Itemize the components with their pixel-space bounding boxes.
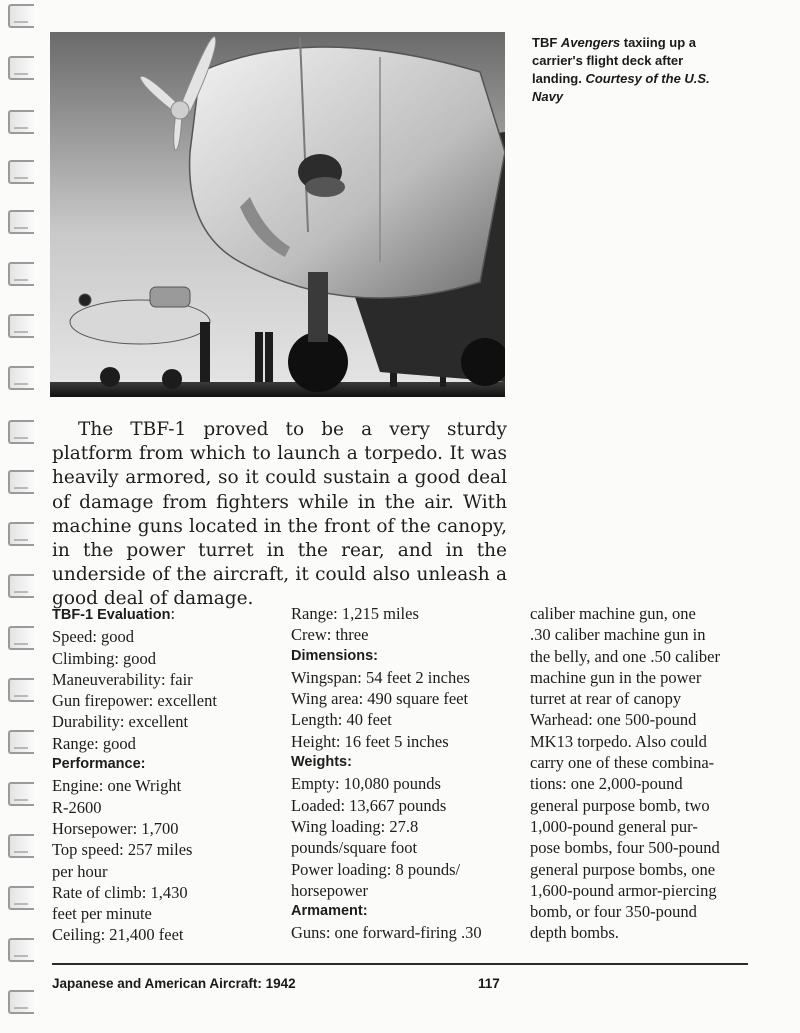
spec-line: Range: 1,215 miles — [291, 604, 419, 623]
footer-rule — [52, 963, 748, 965]
body-paragraph: The TBF-1 proved to be a very sturdy platform from which to launch a torpedo. It was heavily armored, so it could sustain a good deal of damage from fighters while in the air. With machine guns located in the front of the canopy, in the power turret in the rear, and in the underside of the aircraft, it could also unleash a good deal of damage. — [52, 419, 507, 610]
spec-line: Speed: good — [52, 627, 135, 647]
spec-line: bomb, or four 350-pound — [530, 902, 697, 922]
spec-line: Maneuverability: fair — [52, 669, 193, 689]
binding-ring — [8, 420, 34, 444]
specs-column-1 — [52, 603, 267, 946]
weights-heading: Weights: — [291, 754, 352, 771]
spec-line: Crew: three — [291, 625, 369, 645]
specs-column-3 — [530, 603, 755, 944]
spec-line: MK13 torpedo. Also could — [530, 731, 707, 751]
spec-line: turret at rear of canopy — [530, 689, 682, 709]
spec-line: horsepower — [291, 880, 368, 900]
spec-line: machine gun in the power — [530, 667, 702, 687]
binding-ring — [8, 678, 34, 702]
spec-line: feet per minute — [52, 904, 152, 924]
spec-line: Rate of climb: 1,430 — [52, 882, 188, 902]
spec-line: Horsepower: 1,700 — [52, 818, 179, 838]
spec-line: Gun firepower: excellent — [52, 691, 217, 711]
binding-ring — [8, 990, 34, 1014]
dimensions-heading: Dimensions: — [291, 647, 379, 664]
spec-line: Height: 16 feet 5 inches — [291, 731, 449, 751]
binding-ring — [8, 626, 34, 650]
binding-ring — [8, 522, 34, 546]
binding-ring — [8, 938, 34, 962]
spec-line: Range: good — [52, 733, 136, 753]
evaluation-heading: TBF-1 Evaluation — [52, 607, 171, 623]
spec-line: .30 caliber machine gun in — [530, 625, 706, 645]
photo-caption — [532, 34, 732, 106]
spec-line: Warhead: one 500-pound — [530, 710, 697, 730]
spec-line: Guns: one forward-firing .30 — [291, 923, 482, 943]
spec-line: carry one of these combina- — [530, 753, 715, 773]
binding-ring — [8, 110, 34, 134]
binding-ring — [8, 262, 34, 286]
spec-line: general purpose bomb, two — [530, 795, 710, 815]
spec-line: tions: one 2,000-pound — [530, 774, 683, 794]
spec-line: depth bombs. — [530, 923, 619, 943]
binding-ring — [8, 730, 34, 754]
spec-line: Durability: excellent — [52, 712, 189, 732]
spec-line: pounds/square foot — [291, 838, 418, 858]
binding-ring — [8, 782, 34, 806]
binding-ring — [8, 574, 34, 598]
specs-column-2 — [291, 603, 511, 944]
spec-line: Power loading: 8 pounds/ — [291, 859, 461, 879]
spec-line: the belly, and one .50 caliber — [530, 646, 720, 666]
page-number: 117 — [478, 976, 500, 991]
spec-line: Wing loading: 27.8 — [291, 816, 419, 836]
armament-heading: Armament: — [291, 903, 368, 920]
spec-line: caliber machine gun, one — [530, 604, 696, 623]
footer-book-title: Japanese and American Aircraft: 1942 — [52, 976, 296, 991]
binding-ring — [8, 314, 34, 338]
spec-line: Top speed: 257 miles — [52, 840, 193, 860]
binding-ring — [8, 210, 34, 234]
caption-text-2: taxiing up a carrier's flight deck after landing. — [532, 35, 696, 86]
spec-line: Loaded: 13,667 pounds — [291, 795, 447, 815]
photo-image — [50, 32, 505, 397]
caption-aircraft-name: Avengers — [560, 35, 621, 50]
spec-line: Engine: one Wright — [52, 776, 182, 796]
binding-ring — [8, 886, 34, 910]
spec-line: Ceiling: 21,400 feet — [52, 925, 184, 945]
binding-ring — [8, 366, 34, 390]
binding-ring — [8, 834, 34, 858]
spec-line: Wingspan: 54 feet 2 inches — [291, 667, 470, 687]
spec-line: 1,600-pound armor-piercing — [530, 880, 717, 900]
evaluation-heading-colon: : — [170, 604, 176, 623]
spec-line: Climbing: good — [52, 648, 157, 668]
spiral-binding — [0, 0, 42, 1033]
binding-ring — [8, 4, 34, 28]
spec-line: Empty: 10,080 pounds — [291, 774, 441, 794]
binding-ring — [8, 160, 34, 184]
spec-line: per hour — [52, 861, 108, 881]
binding-ring — [8, 470, 34, 494]
spec-line: Length: 40 feet — [291, 710, 392, 730]
spec-line: pose bombs, four 500-pound — [530, 838, 720, 858]
performance-heading: Performance: — [52, 756, 146, 773]
aircraft-photo — [50, 32, 505, 397]
spec-line: R-2600 — [52, 797, 102, 817]
caption-credit: Courtesy of the U.S. Navy — [532, 71, 710, 104]
spec-line: 1,000-pound general pur- — [530, 816, 698, 836]
caption-text-1: TBF — [532, 35, 561, 50]
spec-line: general purpose bombs, one — [530, 859, 716, 879]
binding-ring — [8, 56, 34, 80]
spec-line: Wing area: 490 square feet — [291, 689, 469, 709]
